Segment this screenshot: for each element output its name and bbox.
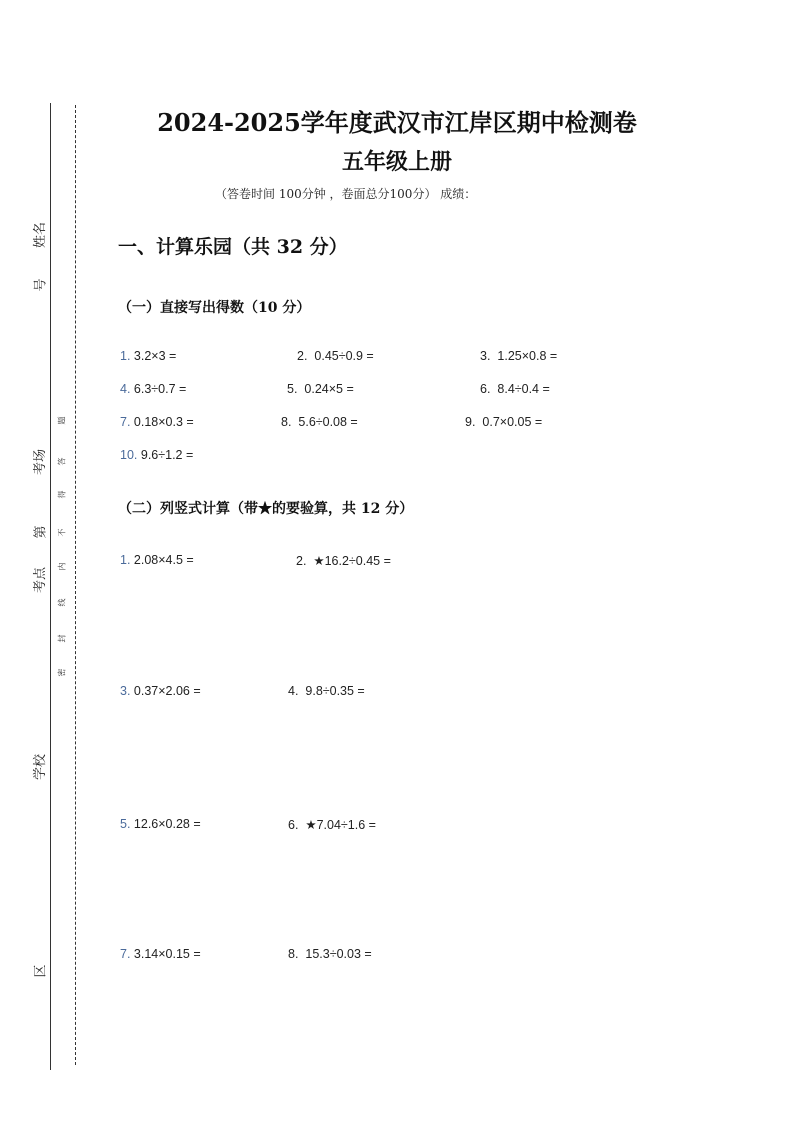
name-label: 姓名	[33, 221, 49, 249]
question-number: 5.	[287, 382, 298, 396]
question-item	[120, 684, 201, 698]
question-item	[120, 415, 194, 429]
notice-char: 答	[57, 457, 67, 466]
question-expression: 1.25×0.8 =	[497, 349, 558, 363]
notice-char: 题	[57, 416, 67, 425]
question-item	[120, 382, 186, 396]
binding-line	[50, 103, 51, 1070]
question-expression: 8.4÷0.4 =	[497, 382, 550, 396]
question-item	[480, 382, 550, 396]
question-number: 8.	[288, 947, 299, 961]
question-expression: 2.08×4.5 =	[133, 553, 194, 567]
number-label: 号	[33, 278, 49, 292]
question-expression: ★16.2÷0.45 =	[313, 554, 391, 568]
question-item	[120, 817, 201, 831]
question-number: 3.	[480, 349, 491, 363]
notice-char: 密	[57, 668, 67, 677]
question-item	[288, 684, 365, 698]
question-number: 3.	[120, 684, 131, 698]
question-expression: 3.2×3 =	[133, 349, 177, 363]
page-subtitle: 五年级上册	[341, 149, 452, 175]
question-item	[120, 947, 201, 961]
question-number: 7.	[120, 947, 131, 961]
question-number: 9.	[465, 415, 476, 429]
section-heading: 一、计算乐园（共 32 分）	[118, 236, 348, 258]
question-expression: ★7.04÷1.6 =	[305, 818, 376, 832]
question-number: 10.	[120, 448, 138, 462]
part1-heading: （一）直接写出得数（10 分）	[118, 300, 311, 316]
question-item	[288, 947, 372, 961]
question-item	[288, 817, 376, 832]
notice-char: 得	[57, 490, 67, 499]
page-title: 2024-2025学年度武汉市江岸区期中检测卷	[157, 108, 637, 137]
question-expression: 9.8÷0.35 =	[305, 684, 365, 698]
question-item	[287, 382, 354, 396]
exam-site-label: 考点	[33, 566, 49, 594]
question-number: 1.	[120, 349, 131, 363]
question-number: 2.	[297, 349, 308, 363]
school-label: 学校	[33, 753, 49, 781]
district-label: 区	[33, 964, 49, 978]
question-number: 7.	[120, 415, 131, 429]
exam-meta: （答卷时间 100分钟 ，卷面总分100分） 成绩：	[215, 187, 477, 201]
question-item	[480, 349, 557, 363]
notice-char: 不	[57, 528, 67, 537]
question-number: 2.	[296, 554, 307, 568]
question-item	[296, 553, 391, 568]
question-item	[120, 553, 194, 567]
question-item	[120, 349, 176, 363]
question-expression: 0.7×0.05 =	[482, 415, 543, 429]
cut-line	[75, 105, 76, 1065]
question-item	[120, 448, 193, 462]
question-item	[297, 349, 374, 363]
question-expression: 6.3÷0.7 =	[133, 382, 187, 396]
question-expression: 5.6÷0.08 =	[298, 415, 358, 429]
question-number: 4.	[288, 684, 299, 698]
question-expression: 0.24×5 =	[304, 382, 354, 396]
question-expression: 9.6÷1.2 =	[140, 448, 194, 462]
question-expression: 0.18×0.3 =	[133, 415, 194, 429]
question-expression: 12.6×0.28 =	[133, 817, 201, 831]
question-number: 6.	[480, 382, 491, 396]
notice-char: 封	[57, 634, 67, 643]
question-item	[465, 415, 542, 429]
question-expression: 15.3÷0.03 =	[305, 947, 372, 961]
seat-label: 第	[33, 525, 49, 539]
question-number: 1.	[120, 553, 131, 567]
part2-heading: （二）列竖式计算（带★的要验算，共 12 分）	[118, 501, 414, 517]
question-expression: 0.45÷0.9 =	[314, 349, 374, 363]
notice-char: 线	[57, 598, 67, 607]
question-expression: 3.14×0.15 =	[133, 947, 201, 961]
notice-char: 内	[57, 562, 67, 571]
question-item	[281, 415, 358, 429]
question-number: 8.	[281, 415, 292, 429]
question-number: 4.	[120, 382, 131, 396]
exam-room-label: 考场	[33, 448, 49, 476]
question-number: 6.	[288, 818, 299, 832]
question-number: 5.	[120, 817, 131, 831]
question-expression: 0.37×2.06 =	[133, 684, 201, 698]
